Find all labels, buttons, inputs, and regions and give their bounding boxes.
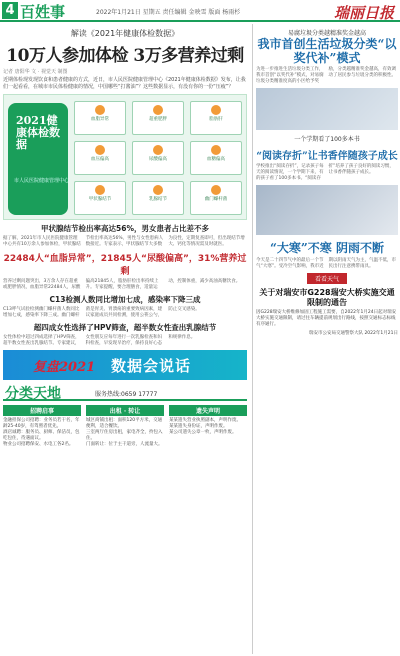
classified-column (169, 405, 247, 597)
classified-box-title: 出租 · 转让 (86, 405, 164, 416)
main-headline: 10万人参加体检 3万多营养过剩 (6, 46, 244, 66)
classified-header (3, 383, 247, 401)
infographic-cell: 血脂异常 (74, 101, 126, 135)
main-kicker: 解读《2021年健康体检数据》 (70, 29, 180, 38)
classified-line: 金融担保公司招聘：业务员若干名，年龄25-40岁，有驾照者优先。 (3, 418, 80, 429)
infographic-cell: 脂肪肝 (190, 101, 242, 135)
weather-tag: 看看天气 (307, 273, 347, 284)
section-headline: C13检测人数同比增加七成，感染率下降三成 (49, 295, 201, 304)
stat-icon (153, 185, 163, 195)
story1-headline: 我市首创生活垃圾分类“以奖代补”模式 (257, 37, 397, 65)
notice-signature: 瑞安市公安局交通警察大队 2022年1月21日 (309, 331, 398, 336)
stat-icon (153, 145, 163, 155)
classified-line: 某某遗失营业执照副本，声明作废。 (169, 418, 241, 423)
classified-column (3, 405, 81, 597)
classified-line: 某某遗失身份证，声明作废。 (169, 424, 228, 429)
story1-kicker: 易腐垃圾分类越精准奖金越高 (287, 30, 366, 37)
page-number: 4 (2, 2, 18, 19)
notice-title: 关于对瑞安市G228瑞安大桥实施交通限制的通告 (259, 288, 395, 307)
paper-logo: 瑞丽日报 (333, 4, 394, 22)
masthead (0, 0, 400, 22)
classified-columns (3, 405, 247, 597)
right-column (252, 24, 398, 654)
banner-right-text: 数据会说话 (111, 357, 192, 375)
story2-kicker: 一个学期看了100多本书 (294, 136, 360, 143)
infographic-cell: 血糖偏高 (190, 141, 242, 175)
classified-column (86, 405, 164, 597)
section-body: 营养过剩问题突出，3万余人存在超重或肥胖情况，血脂异常22484人，尿酸偏高21845人，脂肪肝检出率持续上升。专家提醒，要合理膳食，适量运动，控制体重，减少高油高糖饮食。 (3, 279, 241, 290)
story1-body: 为进一步推进生活垃圾分类工作，我市首创“以奖代补”模式，对易腐垃圾分类精准度高的小区给予奖励，分类越精准奖金越高，有效调动了居民参与垃圾分类的积极性。 (256, 67, 396, 84)
section-headline: 超四成女性选择了HPV筛查，超半数女性查出乳腺结节 (33, 323, 217, 332)
classified-line: 酒店诚聘：服务员、厨师、保洁员，包吃包住，待遇面议。 (3, 430, 80, 441)
banner-left-text: 复盘2021 (33, 360, 96, 375)
section-body: 女性体检中超过四成选择了HPV筛查，超半数女性查出乳腺结节。专家建议，女性朋友应每年进行一次乳腺检查和妇科检查，早发现早治疗，保持良好心态和规律作息。 (3, 335, 196, 346)
classified-line: 三室两厅住房出租，家电齐全，拎包入住。 (86, 430, 163, 441)
classified-box-title: 招聘启事 (3, 405, 81, 416)
section-body: C13呼气试验检测幽门螺杆菌人数同比增加七成，感染率下降三成。幽门螺杆菌是胃炎、胃溃疡的重要致病因素，建议家庭成员共同检测，使用公筷公勺，防止交叉感染。 (3, 307, 200, 318)
infographic-cell: 甲状腺结节 (74, 181, 126, 215)
infographic-cell: 血压偏高 (74, 141, 126, 175)
classified-phone: 服务热线:0659 17777 (95, 391, 158, 398)
date-line: 2022年1月21日 星期五 责任编辑 金映雪 版面 杨雨杉 (96, 9, 241, 16)
infographic-grid (74, 101, 244, 215)
classified-box-title: 遗失声明 (169, 405, 247, 416)
section-headline: 甲状腺结节检出率高达56%，男女患者占比差不多 (41, 224, 209, 233)
infographic-cell: 乳腺结节 (132, 181, 184, 215)
section-headline: 22484人“血脂异常”，21845人“尿酸偏高”，31%营养过剩 (3, 254, 247, 277)
infographic-cell: 幽门螺杆菌 (190, 181, 242, 215)
infographic-cell: 超重肥胖 (132, 101, 184, 135)
main-byline: 记者 唐阳华 文 · 视觉天 制图 (3, 69, 68, 75)
stat-icon (95, 145, 105, 155)
story1-photo (256, 88, 398, 130)
classified-line: 物业公司招聘保安、水电工各2名。 (3, 442, 74, 447)
stat-icon (211, 145, 221, 155)
data-banner (3, 350, 247, 380)
story2-headline: “阅读存折”让书香伴随孩子成长 (256, 151, 398, 162)
story3-body: 今天是二十四节气中的最后一个节气“大寒”。受冷空气影响，我市近期以阴雨天气为主，气温不低，市民出行注意携带雨具。 (256, 258, 396, 269)
notice-body: 因G228瑞安大桥维修加固工程施工需要，自2022年1月24日起对瑞安大桥实施交通限制，请过往车辆提前规划出行路线，按照交通标志标线有序通行。 (256, 310, 397, 327)
classified-title: 分类天地 (5, 386, 61, 402)
health-infographic (3, 94, 247, 220)
classified-line: 城区商铺出租：面积120平方米，交通便利，适合餐饮。 (86, 418, 163, 429)
section-name: 百姓事 (20, 3, 66, 21)
infographic-subtitle: 市人民医院健康管理中心 (14, 178, 70, 184)
stat-icon (211, 185, 221, 195)
stat-icon (153, 105, 163, 115)
stat-icon (95, 105, 105, 115)
section-body: 据了解，2021年市人民医院健康管理中心共有10万余人参加体检，甲状腺结节检出率高达56%，男性与女性患病人数接近。专家表示，甲状腺结节大多数为良性，定期复查即可，但出现结节增大、钙化等情况需及时就医。 (3, 236, 245, 247)
classified-line: 门面转让：位于主干道旁，人流量大。 (86, 442, 163, 447)
main-lead: 近期体检现发现饮食和患者健康的方式，近日，市人民医院健康管理中心《2021年健康体检数据》发布，让我们一起看看，在城市市民体检健康的情况，中国哪些“打酱油”？这些数据显示，有没有你的一份“压疲”？ (3, 77, 246, 90)
story2-photo (256, 185, 398, 235)
left-column (3, 24, 247, 654)
infographic-title: 2021健康体检数据 (16, 114, 60, 151)
story3-headline: “大寒”不寒 阴雨不断 (270, 241, 384, 255)
infographic-cell: 尿酸偏高 (132, 141, 184, 175)
stat-icon (211, 105, 221, 115)
classified-section (3, 383, 247, 599)
stat-icon (95, 185, 105, 195)
story2-body: 学校推出“阅读存折”，记录孩子每天的阅读情况，一个学期下来，有的孩子看了100多本书。“阅读存折”培养了孩子良好的阅读习惯，让书香伴随孩子成长。 (256, 164, 394, 181)
classified-line: 某公司遗失公章一枚，声明作废。 (169, 430, 237, 435)
